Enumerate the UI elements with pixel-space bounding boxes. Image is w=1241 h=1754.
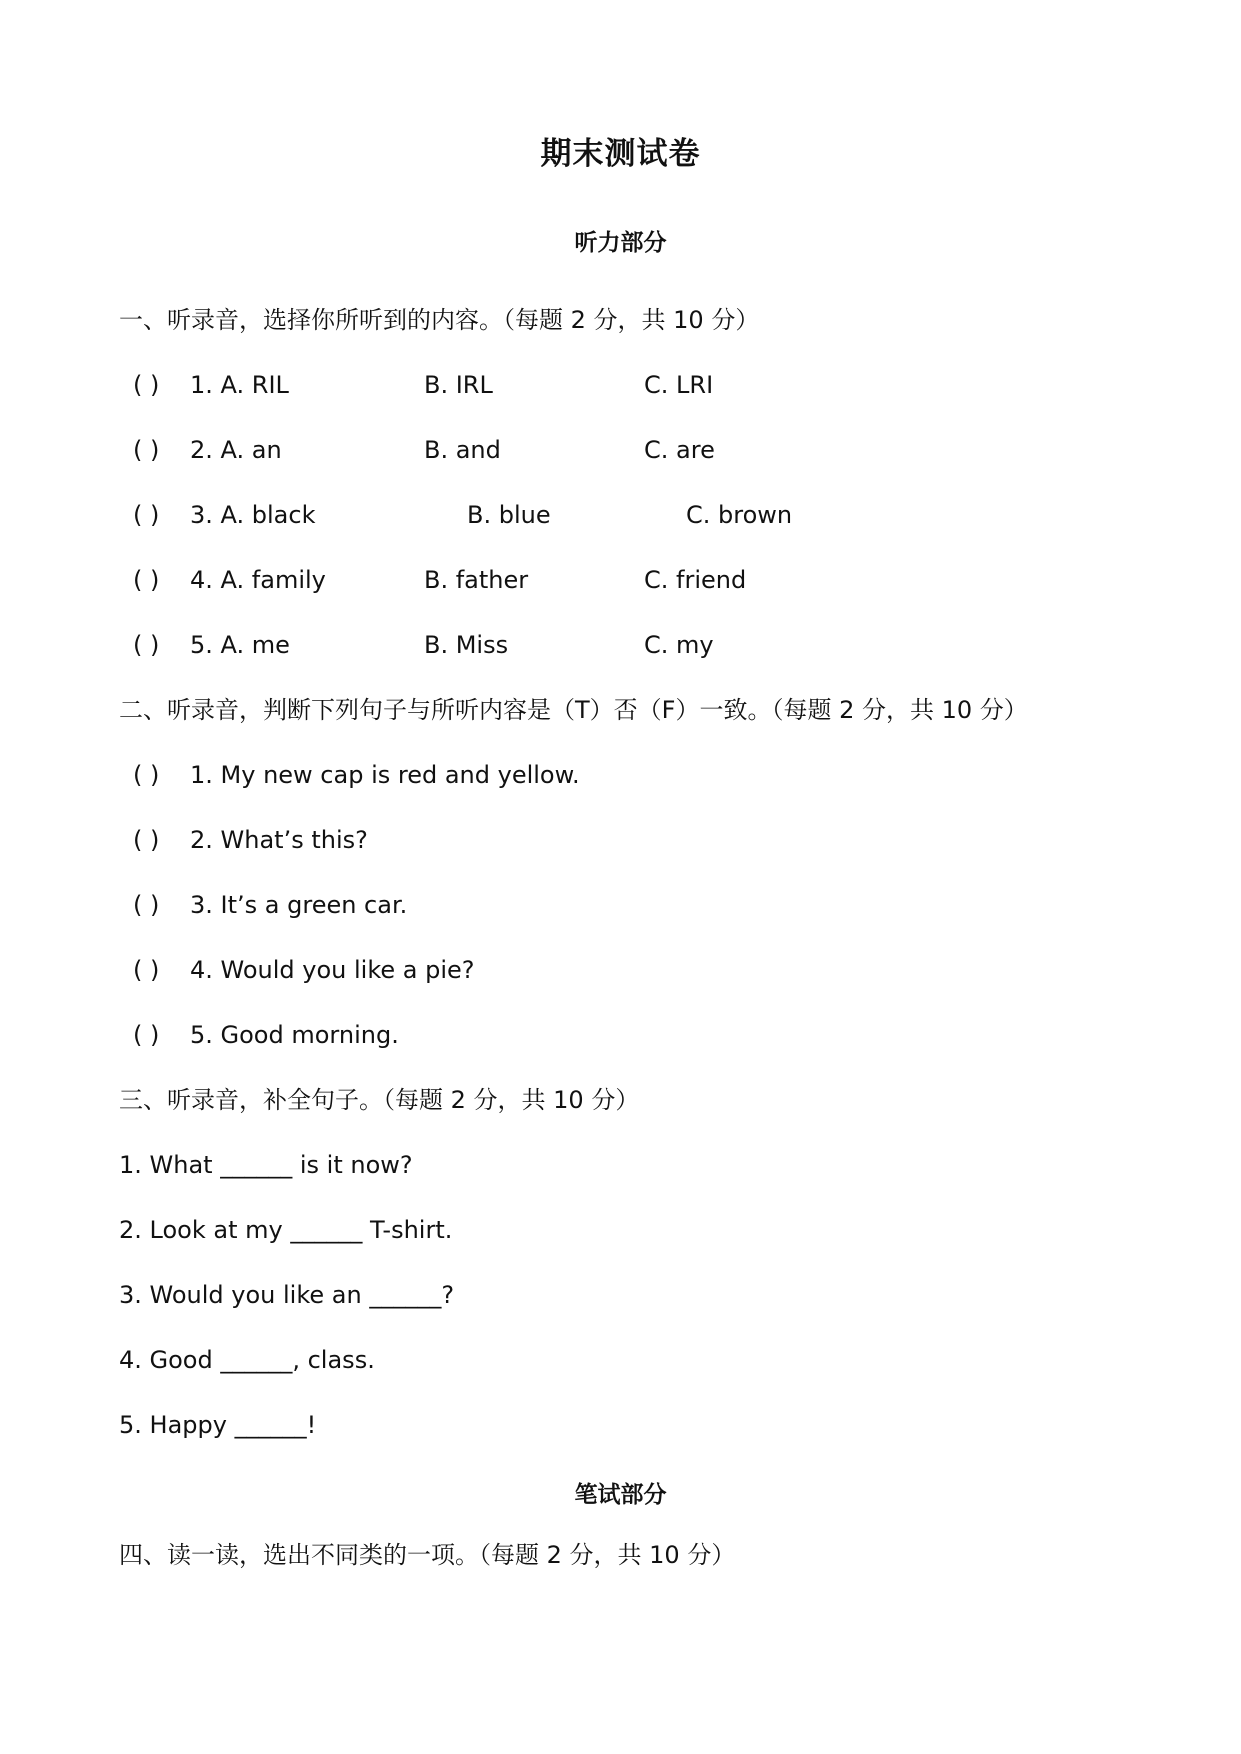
option-c: C. my bbox=[644, 631, 714, 659]
section4-heading: 四、读一读，选出不同类的一项。（每题 2 分，共 10 分） bbox=[119, 1541, 736, 1569]
statement-text: 5. Good morning. bbox=[190, 1021, 399, 1049]
option-a: 2. A. an bbox=[190, 436, 282, 464]
option-a: 1. A. RIL bbox=[190, 371, 289, 399]
fill-blank-sentence: 5. Happy ______! bbox=[119, 1411, 317, 1439]
option-b: B. blue bbox=[467, 501, 551, 529]
statement-text: 1. My new cap is red and yellow. bbox=[190, 761, 580, 789]
option-b: B. IRL bbox=[424, 371, 493, 399]
answer-paren: ( ) bbox=[133, 1021, 160, 1049]
section3-heading: 三、听录音，补全句子。（每题 2 分，共 10 分） bbox=[119, 1086, 640, 1114]
fill-blank-sentence: 1. What ______ is it now? bbox=[119, 1151, 413, 1179]
page-title: 期末测试卷 bbox=[540, 136, 701, 172]
answer-paren: ( ) bbox=[133, 891, 160, 919]
statement-text: 4. Would you like a pie? bbox=[190, 956, 475, 984]
answer-paren: ( ) bbox=[133, 566, 160, 594]
answer-paren: ( ) bbox=[133, 826, 160, 854]
option-b: B. and bbox=[424, 436, 501, 464]
option-b: B. Miss bbox=[424, 631, 509, 659]
answer-paren: ( ) bbox=[133, 501, 160, 529]
option-b: B. father bbox=[424, 566, 529, 594]
section2-heading: 二、听录音，判断下列句子与所听内容是（T）否（F）一致。（每题 2 分，共 10 分） bbox=[119, 696, 1028, 724]
answer-paren: ( ) bbox=[133, 956, 160, 984]
answer-paren: ( ) bbox=[133, 371, 160, 399]
answer-paren: ( ) bbox=[133, 631, 160, 659]
statement-text: 3. It’s a green car. bbox=[190, 891, 408, 919]
fill-blank-sentence: 2. Look at my ______ T-shirt. bbox=[119, 1216, 453, 1244]
option-c: C. LRI bbox=[644, 371, 714, 399]
answer-paren: ( ) bbox=[133, 436, 160, 464]
option-a: 4. A. family bbox=[190, 566, 326, 594]
option-c: C. friend bbox=[644, 566, 747, 594]
option-a: 3. A. black bbox=[190, 501, 316, 529]
answer-paren: ( ) bbox=[133, 761, 160, 789]
listening-heading: 听力部分 bbox=[574, 230, 667, 256]
option-c: C. brown bbox=[686, 501, 793, 529]
section1-heading: 一、听录音，选择你所听到的内容。（每题 2 分，共 10 分） bbox=[119, 306, 760, 334]
option-c: C. are bbox=[644, 436, 715, 464]
writing-heading: 笔试部分 bbox=[574, 1482, 667, 1508]
statement-text: 2. What’s this? bbox=[190, 826, 368, 854]
fill-blank-sentence: 4. Good ______, class. bbox=[119, 1346, 375, 1374]
fill-blank-sentence: 3. Would you like an ______? bbox=[119, 1281, 455, 1309]
option-a: 5. A. me bbox=[190, 631, 290, 659]
